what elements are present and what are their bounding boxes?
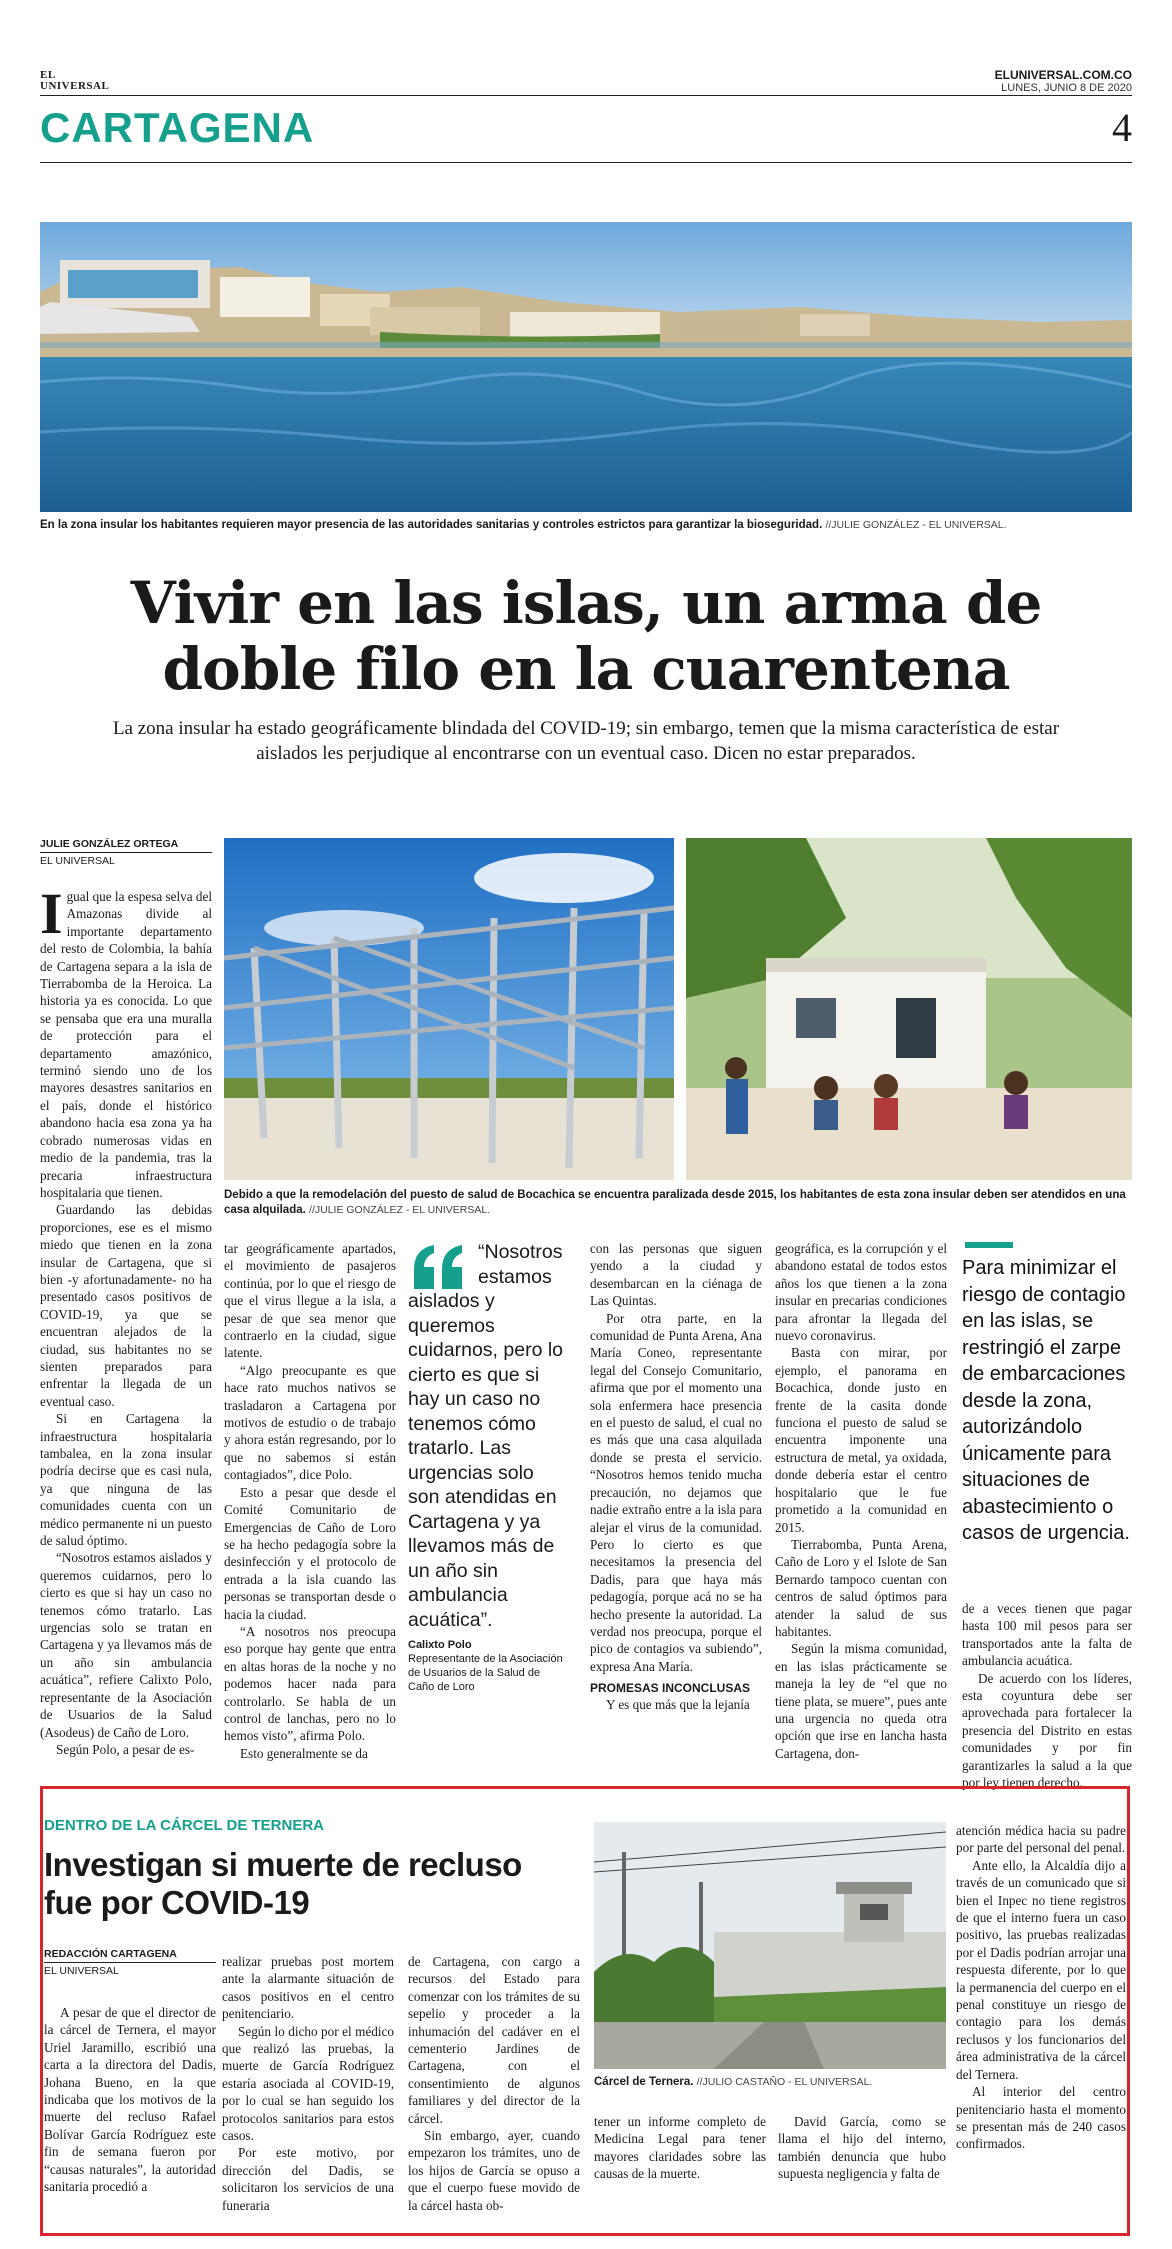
box-byline: [44, 1948, 216, 1977]
paragraph: Según Polo, a pesar de es-: [56, 1741, 195, 1757]
health-post-house-photo: [686, 838, 1132, 1180]
subsection-heading: PROMESAS INCONCLUSAS: [590, 1681, 751, 1696]
paragraph: “Algo preocupante es que hace rato muchos nativos se trasladaron a Cartagena por motivos de estudio o de trabajo y ahora están regresando, por lo que no sabemos si están contagiados”, dice Polo.: [224, 1362, 396, 1483]
paragraph: Ante ello, la Alcaldía dijo a través de un comunicado que si bien el Inpec no tiene registros de que el interno fuera un caso positivo, las pruebas realizadas por el Dadis podrían arrojar una respuesta diferente, por lo que la permanencia del cuerpo en el penal constituye un riesgo de contagio para los demás reclusos y los funcionarios del área administrativa de la cárcel del Ternera.: [956, 1857, 1126, 2082]
box-column-2: [222, 1953, 394, 2214]
paragraph: Basta con mirar, por ejemplo, el panorama en Bocachica, donde justo en frente de la casita donde funciona el puesto de salud se encuentra imponente una estructura de metal, ya oxidada, donde debería estar el centro hospitalario que le fue prometido a la comunidad en 2015.: [775, 1345, 947, 1535]
paragraph: tener un informe completo de Medicina Legal para tener mayores claridades sobre las causas de la muerte.: [594, 2114, 766, 2182]
paragraph: Por este motivo, por dirección del Dadis, se solicitaron los servicios de una funeraria: [222, 2145, 394, 2213]
quote-author-role: Representante de la Asociación de Usuarios de la Salud de Caño de Loro: [408, 1653, 563, 1693]
paragraph: tar geográficamente apartados, el movimiento de pasajeros continúa, por lo que el riesgo de que el virus llegue a la isla, a pesar de que sea menor que contraerlo en la ciudad, sigue latente.: [224, 1241, 396, 1361]
caption-credit: //JULIE GONZÁLEZ - EL UNIVERSAL.: [309, 1204, 491, 1216]
author-name: REDACCIÓN CARTAGENA: [44, 1948, 177, 1960]
author-outlet: EL UNIVERSAL: [44, 1965, 119, 1977]
site-info: [995, 68, 1132, 94]
paragraph: realizar pruebas post mortem ante la alarmante situación de casos positivos en el centro penitenciario.: [222, 1954, 394, 2022]
box-column-4: [594, 2113, 766, 2183]
author-outlet: EL UNIVERSAL: [40, 855, 115, 867]
quote-line-1: “Nosotros estamos: [478, 1241, 563, 1288]
box-kicker: DENTRO DE LA CÁRCEL DE TERNERA: [44, 1817, 325, 1834]
paragraph: Al interior del centro penitenciario hasta el momento se presentan más de 240 casos confirmados.: [956, 2084, 1126, 2152]
article-column-1: [40, 881, 212, 1758]
box-title: Investigan si muerte de recluso fue por COVID-19: [44, 1846, 522, 1921]
box-column-3: [408, 1953, 580, 2214]
section-title: CARTAGENA: [40, 104, 315, 151]
box-column-5: [778, 2113, 946, 2183]
site-url[interactable]: ELUNIVERSAL.COM.CO: [994, 68, 1132, 82]
prison-photo-caption: [594, 2075, 946, 2090]
headline-line-2: doble filo en la cuarentena: [162, 635, 1010, 703]
article-column-2: [224, 1240, 396, 1762]
paragraph: A pesar de que el director de la cárcel de Ternera, el mayor Uriel Jaramillo, escribió una carta a la directora del Dadis, Johana Bueno, en la que indicaba que los motivos de la muerte del recluso Rafael Bolívar García Rodríguez este fin de semana fueron por “causas naturales”, la autoridad sanitaria procedió a: [44, 2005, 216, 2195]
caption-text: En la zona insular los habitantes requieren mayor presencia de las autoridades sanitarias y controles estrictos para garantizar la bioseguridad.: [40, 519, 823, 531]
paragraph: de Cartagena, con cargo a recursos del Estado para comenzar con los trámites de su sepelio y proceder a la inhumación del cadáver en el cementerio Jardines de Cartagena, con el consentimiento de algunos familiares y del director de la cárcel.: [408, 1954, 580, 2126]
paragraph: Según lo dicho por el médico que realizó las pruebas, la muerte de García Rodríguez estaría asociada al COVID-19, por lo cual se han seguido los protocolos sanitarios para estos casos.: [222, 2023, 394, 2144]
article-column-5: [775, 1240, 947, 1762]
paragraph: Esto generalmente se da: [240, 1745, 368, 1761]
paragraph: “Nosotros estamos aislados y queremos cuidarnos, pero lo cierto es que si hay un caso no tenemos cómo tratarlo. Las urgencias solo se tratan en Cartagena y ya llevamos más de un año sin ambulancia acuática”, refiere Calixto Polo, representante de la Asociación de Usuarios de la Salud (Asodeus) de Caño de Loro.: [40, 1550, 212, 1740]
issue-date: LUNES, JUNIO 8 DE 2020: [1001, 82, 1132, 94]
photos-caption: [224, 1188, 1132, 1218]
section-rule: [40, 162, 1132, 163]
caption-credit: //JULIE GONZÁLEZ - EL UNIVERSAL.: [825, 519, 1007, 531]
paragraph: gual que la espesa selva del Amazonas divide al importante departamento del resto de Colombia, la bahía de Cartagena separa a la isla de Tierrabomba de la Heroica. La historia ya es conocida. Lo que se pensaba que era una muralla de protección para el departamento amazónico, terminó siendo uno de los mayores desastres sanitarios en el país, donde el histórico abandono hacia esa zona ya ha cobrado numerosas vidas en medio de la pandemia, tras la precaria infraestructura hospitalaria que tienen.: [40, 889, 212, 1200]
caption-text: Cárcel de Ternera.: [594, 2076, 694, 2088]
caption-credit: //JULIO CASTAÑO - EL UNIVERSAL.: [696, 2076, 873, 2088]
dropcap: I: [40, 881, 63, 946]
box-column-1: [44, 2004, 216, 2195]
byline-rule: [40, 852, 212, 853]
highlight-accent-bar: [965, 1242, 1013, 1248]
paragraph: Según la misma comunidad, en las islas prácticamente se maneja la ley de “el que no tiene plata, se muere”, pues ante una urgencia no queda otra opción que irse en lancha hasta Cartagena, don-: [775, 1641, 947, 1761]
paragraph: Si en Cartagena la infraestructura hospitalaria tambalea, en la zona insular podría decirse que es casi nula, ya que ninguna de las comunidades cuenta con un médico permanente ni un puesto de salud óptimo.: [40, 1411, 212, 1549]
article-column-4: [590, 1240, 762, 1714]
island-shore-photo: [40, 222, 1132, 512]
paragraph: de a veces tienen que pagar hasta 100 mil pesos para ser transportados ante la falta de ambulancia acuática.: [962, 1601, 1132, 1669]
headline-line-1: Vivir en las islas, un arma de: [130, 569, 1042, 637]
paragraph: De acuerdo con los líderes, esta coyuntura debe ser aprovechada para fortalecer la presencia del Distrito en estas comunidades y por fin garantizarles la salud a la que por ley tienen derecho.: [962, 1670, 1132, 1791]
quote-attribution: [408, 1638, 568, 1694]
header-rule: [40, 95, 1132, 96]
paragraph: geográfica, es la corrupción y el abandono estatal de todos estos años los que tienen a la zona insular en precarias condiciones para afrontar la llegada del nuevo coronavirus.: [775, 1241, 947, 1344]
paragraph: “A nosotros nos preocupa eso porque hay gente que entra en altas horas de la noche y no podemos hacer nada para controlarlo. Se habla de un control de lanchas, pero no lo hemos visto”, afirma Polo.: [224, 1623, 396, 1744]
quote-text: aislados y queremos cuidarnos, pero lo cierto es que si hay un caso no tenemos cómo tratarlo. Las urgencias solo son atendidas en Cartagena y ya llevamos más de un año sin ambulancia acuática”.: [408, 1290, 564, 1631]
highlight-box: Para minimizar el riesgo de contagio en las islas, se restringió el zarpe de embarcaciones desde la zona, autorizándolo únicamente para situaciones de abastecimiento o casos de urgencia.: [962, 1257, 1130, 1544]
paragraph: David García, como se llama el hijo del interno, también denuncia que hubo supuesta negligencia y falta de: [778, 2114, 946, 2182]
page-number: 4: [1112, 105, 1132, 150]
paragraph: Por otra parte, en la comunidad de Punta Arena, Ana María Coneo, representante legal del Consejo Comunitario, afirma que por el momento una sola enfermera hace presencia en el puesto de salud, el cual no es más que una casa alquilada donde se presta el servicio. “Nosotros hemos tenido mucha precaución, no dejamos que nadie extraño entre a la isla para alejar el virus de la comunidad. Pero lo cierto es que necesitamos la presencia del Dadis, para que haya más pedagogía, porque acá no se ha hecho presente la autoridad. La verdad nos preocupa, porque el pico de contagios va subiendo”, expresa Ana María.: [590, 1310, 762, 1674]
top-photo-caption: [40, 518, 1132, 533]
paragraph: atención médica hacia su padre por parte del personal del penal.: [956, 1823, 1126, 1856]
paragraph: Guardando las debidas proporciones, ese es el mismo miedo que tienen en la zona insular de Cartagena, que si bien -y afortunadamente- no ha presentado casos positivos de COVID-19, ya que se encuentran alejados de la ciudad, sus habitantes no se sienten preparados para enfrentar la llegada de un eventual caso.: [40, 1202, 212, 1409]
byline-rule: [44, 1962, 216, 1963]
article-byline: [40, 838, 212, 867]
author-name: JULIE GONZÁLEZ ORTEGA: [40, 838, 179, 850]
paragraph: Esto a pesar que desde el Comité Comunitario de Emergencias de Caño de Loro se ha hecho pedagogía sobre la desinfección y el protocolo de entrada a la isla cuando las personas se transportan desde o hacia la ciudad.: [224, 1484, 396, 1622]
paragraph: Y es que más que la lejanía: [606, 1697, 750, 1713]
paragraph: Sin embargo, ayer, cuando empezaron los trámites, uno de los hijos de García se opuso a que el cuerpo fuese movido de la cárcel hasta ob-: [408, 2128, 580, 2213]
article-column-6: [962, 1600, 1132, 1791]
structure-photo: [224, 838, 674, 1180]
caption-text: Debido a que la remodelación del puesto de salud de Bocachica se encuentra paralizada desde 2015, los habitantes de esta zona insular deben ser atendidos en una casa alquilada.: [224, 1189, 1126, 1216]
paragraph: con las personas que siguen yendo a la ciudad y desembarcan en la ciénaga de Las Quintas.: [590, 1241, 762, 1309]
newspaper-logo: EL UNIVERSAL: [40, 69, 110, 92]
article-headline: [40, 570, 1132, 702]
pull-quote: [408, 1240, 568, 1632]
prison-photo: [594, 1822, 946, 2069]
paragraph: Tierrabomba, Punta Arena, Caño de Loro y el Islote de San Bernardo tampoco cuentan con centros de salud óptimos para atender la salud de sus habitantes.: [775, 1536, 947, 1639]
quote-author-name: Calixto Polo: [408, 1639, 472, 1651]
article-subhead: La zona insular ha estado geográficamente blindada del COVID-19; sin embargo, temen que la misma característica de estar aislados les perjudique al encontrarse con un eventual caso. Dicen no estar preparados.: [112, 718, 1060, 764]
box-column-6: [956, 1822, 1126, 2153]
